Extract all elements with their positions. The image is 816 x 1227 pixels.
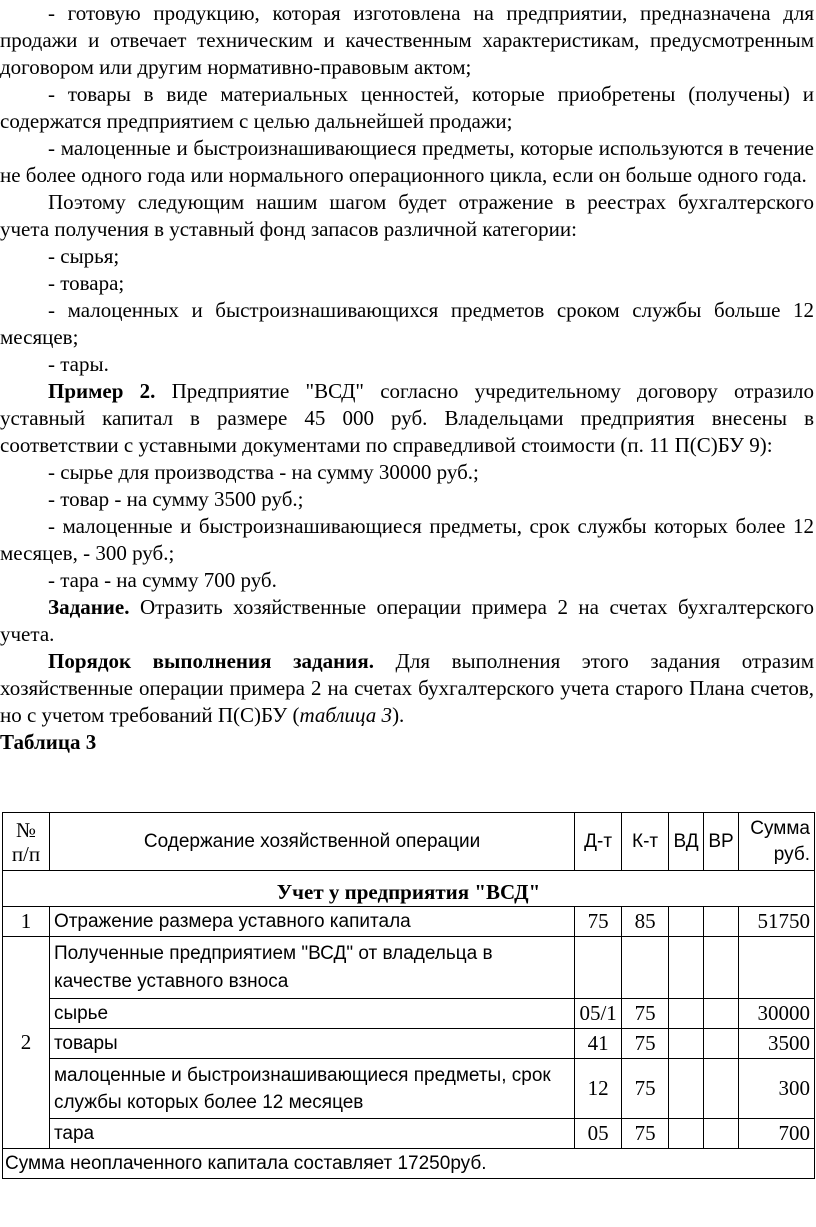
row-content: малоценные и быстроизнашивающиеся предметы, срок службы которых более 12 месяцев <box>49 1059 574 1119</box>
row-vr <box>704 1119 739 1149</box>
row-content: тара <box>49 1119 574 1149</box>
example-item-containers: - тара - на сумму 700 руб. <box>48 568 277 592</box>
example-text: Предприятие "ВСД" согласно учредительному договору отразило уставный капитал в размере 45 000 руб. Владельцами предприятия внесены в соответствии с уставными документами по справедливой стоимости (п. 11 П(С)БУ 9): <box>0 379 814 457</box>
row-content: товары <box>49 1029 574 1059</box>
row-debit: 12 <box>575 1059 622 1119</box>
example-item-goods: - товар - на сумму 3500 руб.; <box>48 487 304 511</box>
paragraph-low-value-items: - малоценные и быстроизнашивающиеся предметы, которые используются в течение не более одного года или нормального операционного цикла, если он больше одного года. <box>0 136 814 187</box>
row-debit: 75 <box>575 907 622 937</box>
procedure-text-italic: таблица 3 <box>299 703 393 727</box>
table-row <box>3 1119 815 1149</box>
list-item-raw-materials: - сырья; <box>48 244 120 268</box>
list-item-containers: - тары. <box>48 352 109 376</box>
task-label: Задание. <box>48 595 130 619</box>
header-number: № п/п <box>3 813 50 871</box>
row-content: Отражение размера уставного капитала <box>49 907 574 937</box>
procedure-text-a: Для выполнения этого задания отразим хозяйственные операции примера 2 на счетах бухгалтерского учета старого Плана счетов, но с учетом требований П(С)БУ ( <box>0 649 815 727</box>
row-vr <box>704 1059 739 1119</box>
paragraph-procedure <box>0 648 814 729</box>
table-row <box>3 1059 815 1119</box>
row-number: 1 <box>3 907 50 937</box>
table-row <box>3 999 815 1029</box>
table-row <box>3 937 815 999</box>
paragraph-finished-goods: - готовую продукцию, которая изготовлена на предприятии, предназначена для продажи и отвечает техническим и качественным характеристикам, предусмотренным договором или другим нормативно-правовым актом; <box>0 1 814 79</box>
header-credit: К-т <box>622 813 669 871</box>
table-spacer-row <box>3 871 815 879</box>
header-vd: ВД <box>669 813 704 871</box>
row-sum: 3500 <box>738 1029 814 1059</box>
header-vr: ВР <box>704 813 739 871</box>
example-label: Пример 2. <box>48 379 156 403</box>
paragraph-next-step: Поэтому следующим нашим шагом будет отражение в реестрах бухгалтерского учета получения в уставный фонд запасов различной категории: <box>0 190 814 241</box>
row-vr <box>704 937 739 999</box>
table-footer: Сумма неоплаченного капитала составляет 17250руб. <box>3 1149 815 1179</box>
task-text: Отразить хозяйственные операции примера 2 на счетах бухгалтерского учета. <box>0 595 814 646</box>
row-credit: 75 <box>622 1059 669 1119</box>
table-header-row <box>3 813 815 871</box>
header-debit: Д-т <box>575 813 622 871</box>
row-sum: 30000 <box>738 999 814 1029</box>
table-caption: Таблица 3 <box>0 730 97 754</box>
header-content: Содержание хозяйственной операции <box>49 813 574 871</box>
row-credit: 75 <box>622 1119 669 1149</box>
row-vr <box>704 907 739 937</box>
row-debit: 05 <box>575 1119 622 1149</box>
row-vd <box>669 1059 704 1119</box>
row-credit: 85 <box>622 907 669 937</box>
section-title: Учет у предприятия "ВСД" <box>3 879 815 907</box>
procedure-label: Порядок выполнения задания. <box>48 649 374 673</box>
row-debit: 41 <box>575 1029 622 1059</box>
paragraph-task <box>0 594 814 648</box>
table-row <box>3 907 815 937</box>
table-row <box>3 1029 815 1059</box>
table-footer-row <box>3 1149 815 1179</box>
row-vd <box>669 999 704 1029</box>
row-credit <box>622 937 669 999</box>
row-sum: 700 <box>738 1119 814 1149</box>
header-sum: Сумма руб. <box>738 813 814 871</box>
example-item-raw: - сырье для производства - на сумму 30000 руб.; <box>48 460 479 484</box>
row-vr <box>704 999 739 1029</box>
row-vd <box>669 1029 704 1059</box>
row-credit: 75 <box>622 1029 669 1059</box>
row-sum: 300 <box>738 1059 814 1119</box>
paragraph-example-2 <box>0 378 814 459</box>
paragraph-goods: - товары в виде материальных ценностей, которые приобретены (получены) и содержатся предприятием с целью дальнейшей продажи; <box>0 82 814 133</box>
row-sum <box>738 937 814 999</box>
row-vd <box>669 937 704 999</box>
operations-table <box>2 812 815 1179</box>
table-section-row <box>3 879 815 907</box>
row-debit: 05/1 <box>575 999 622 1029</box>
row-debit <box>575 937 622 999</box>
row-vd <box>669 1119 704 1149</box>
row-vd <box>669 907 704 937</box>
list-item-goods: - товара; <box>48 271 125 295</box>
row-credit: 75 <box>622 999 669 1029</box>
row-sum: 51750 <box>738 907 814 937</box>
row-number: 2 <box>3 937 50 1149</box>
procedure-text-b: ). <box>392 703 405 727</box>
row-content: Полученные предприятием "ВСД" от владельца в качестве уставного взноса <box>49 937 574 999</box>
row-content: сырье <box>49 999 574 1029</box>
example-item-low-value: - малоценные и быстроизнашивающиеся предметы, срок службы которых более 12 месяцев, - 300 руб.; <box>0 514 814 565</box>
row-vr <box>704 1029 739 1059</box>
list-item-low-value: - малоценных и быстроизнашивающихся предметов сроком службы больше 12 месяцев; <box>0 298 814 349</box>
